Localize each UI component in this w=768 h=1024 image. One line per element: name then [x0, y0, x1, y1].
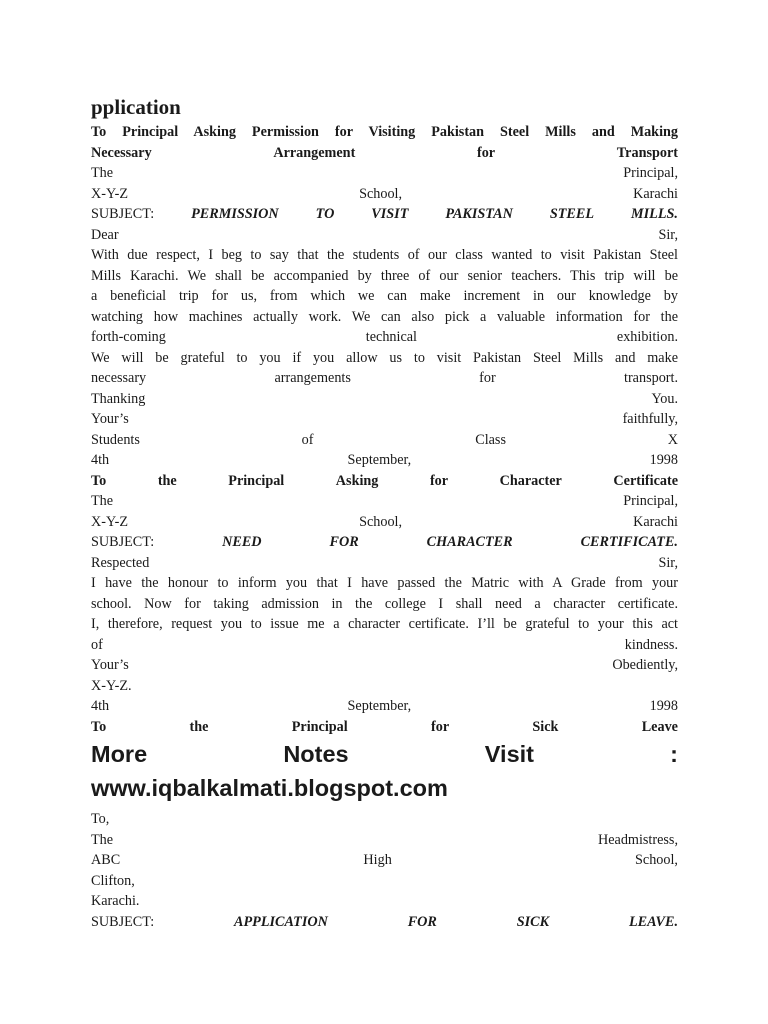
word: Karachi: [633, 185, 678, 202]
word: School,: [359, 185, 403, 202]
app2-closing: [91, 655, 678, 676]
app1-address-line2: [91, 184, 678, 205]
word: LEAVE.: [628, 913, 678, 930]
body-text: With due respect, I beg to say that the students of our class wanted to visit Pakistan Steel: [91, 247, 678, 263]
word: To: [91, 718, 107, 735]
subject-label: SUBJECT:: [91, 534, 155, 550]
word: Character: [499, 472, 562, 489]
promo-line1: [91, 737, 678, 771]
word: Students: [91, 431, 140, 448]
app2-salutation: [91, 553, 678, 574]
subject-label: SUBJECT:: [91, 206, 155, 222]
word: exhibition.: [616, 329, 678, 345]
word: FOR: [329, 534, 359, 550]
app1-body2-last-line: [91, 368, 678, 389]
word: the: [157, 472, 177, 489]
word: Arrangement: [273, 144, 356, 161]
app1-body2-line: [91, 348, 678, 369]
word: arrangements: [274, 370, 351, 386]
word: for: [476, 144, 496, 161]
word: for: [429, 472, 449, 489]
word: Dear: [91, 226, 119, 243]
word: 1998: [649, 452, 678, 468]
word: September,: [347, 698, 412, 714]
word: SICK: [516, 913, 550, 930]
word: Principal: [228, 472, 285, 489]
app1-body-line: [91, 307, 678, 328]
word: X: [667, 431, 678, 448]
word: for: [431, 718, 450, 735]
body-text: I, therefore, request you to issue me a character certificate. I’ll be grateful to your this act: [91, 616, 678, 632]
body-text: I have the honour to inform you that I have passed the Matric with A Grade from your: [91, 575, 678, 591]
app1-body-line: [91, 286, 678, 307]
word: High: [363, 852, 392, 868]
body-text: Mills Karachi. We shall be accompanied by three of our senior teachers. This trip will be: [91, 267, 678, 284]
body-text: a beneficial trip for us, from which we can make increment in our knowledge by: [91, 288, 678, 304]
word: forth-coming: [91, 329, 166, 345]
app1-closing2: [91, 409, 678, 430]
word: More: [91, 741, 148, 767]
app3-address-line3: Clifton,: [91, 872, 135, 889]
word: TO: [315, 206, 335, 222]
word: PERMISSION: [191, 206, 279, 222]
app1-salutation: [91, 225, 678, 246]
word: APPLICATION: [234, 913, 328, 930]
word: for: [479, 370, 496, 386]
app2-body-last-line: [91, 635, 678, 656]
word: To: [91, 472, 107, 489]
word: September,: [347, 452, 412, 468]
word: technical: [365, 329, 417, 345]
word: STEEL: [549, 206, 595, 222]
word: Class: [475, 431, 506, 448]
word: FOR: [407, 913, 437, 930]
word: kindness.: [624, 636, 678, 653]
body-text: school. Now for taking admission in the college I shall need a character certificate.: [91, 595, 678, 612]
word: :: [670, 741, 678, 767]
word: Certificate: [613, 472, 678, 489]
word: Sir,: [658, 554, 678, 571]
word: School,: [359, 513, 403, 530]
word: 4th: [91, 452, 110, 468]
page-heading: pplication: [91, 95, 181, 119]
word: faithfully,: [622, 411, 678, 427]
app1-title-text: To Principal Asking Permission for Visiting Pakistan Steel Mills and Making: [91, 124, 678, 140]
word: VISIT: [371, 206, 409, 222]
word: You.: [651, 390, 678, 407]
body-text: watching how machines actually work. We can also pick a valuable information for the: [91, 308, 678, 325]
word: Visit: [484, 741, 534, 767]
word: Asking: [335, 472, 379, 489]
word: NEED: [222, 534, 262, 550]
promo-url[interactable]: www.iqbalkalmati.blogspot.com: [91, 775, 448, 801]
word: The: [91, 831, 114, 848]
app2-body-line: [91, 594, 678, 615]
word: School,: [635, 852, 678, 868]
word: the: [189, 718, 209, 735]
app2-subject: [91, 532, 678, 553]
app2-signoff: X-Y-Z.: [91, 677, 132, 694]
word: The: [91, 493, 114, 509]
word: X-Y-Z: [91, 185, 129, 202]
word: Your’s: [91, 657, 129, 673]
word: The: [91, 165, 114, 181]
word: Karachi: [633, 513, 678, 530]
word: Necessary: [91, 144, 152, 161]
app3-title: [91, 717, 678, 738]
word: 1998: [649, 698, 678, 714]
word: Sir,: [658, 226, 678, 243]
word: of: [91, 636, 103, 653]
app2-title: [91, 471, 678, 492]
document-page: [91, 92, 678, 932]
app1-body-line: [91, 245, 678, 266]
app1-title-line1: [91, 122, 678, 143]
body-text: We will be grateful to you if you allow us to visit Pakistan Steel Mills and make: [91, 349, 678, 366]
word: Principal,: [623, 493, 678, 509]
app1-title-line2: [91, 143, 678, 164]
word: Thanking: [91, 390, 146, 407]
app3-to: To,: [91, 811, 110, 827]
app1-address-line1: [91, 163, 678, 184]
word: necessary: [91, 370, 147, 386]
app1-closing1: [91, 389, 678, 410]
app2-body-line: [91, 573, 678, 594]
word: 4th: [91, 698, 110, 714]
subject-label: SUBJECT:: [91, 913, 155, 930]
word: Obediently,: [612, 657, 678, 673]
app2-date: [91, 696, 678, 717]
word: Principal,: [623, 165, 678, 181]
word: ABC: [91, 852, 121, 868]
app1-body-last-line: [91, 327, 678, 348]
word: Respected: [91, 554, 150, 571]
word: Notes: [283, 741, 349, 767]
word: PAKISTAN: [445, 206, 513, 222]
word: MILLS.: [631, 206, 678, 222]
word: Sick: [532, 718, 559, 735]
word: CERTIFICATE.: [580, 534, 678, 550]
app2-body-line: [91, 614, 678, 635]
word: Your’s: [91, 411, 129, 427]
app3-address-line1: [91, 830, 678, 851]
app3-address-line4: Karachi.: [91, 893, 140, 909]
app3-subject: [91, 912, 678, 933]
app1-signoff: [91, 430, 678, 451]
word: CHARACTER: [426, 534, 513, 550]
word: X-Y-Z: [91, 513, 129, 530]
app2-address-line2: [91, 512, 678, 533]
app1-date: [91, 450, 678, 471]
word: Transport: [616, 144, 678, 161]
app3-address-line2: [91, 850, 678, 871]
word: Leave: [641, 718, 678, 735]
word: transport.: [624, 370, 678, 386]
word: Principal: [291, 718, 348, 735]
word: of: [301, 431, 314, 448]
word: Headmistress,: [598, 831, 678, 848]
app1-subject: [91, 204, 678, 225]
app2-address-line1: [91, 491, 678, 512]
app1-body-line: [91, 266, 678, 287]
